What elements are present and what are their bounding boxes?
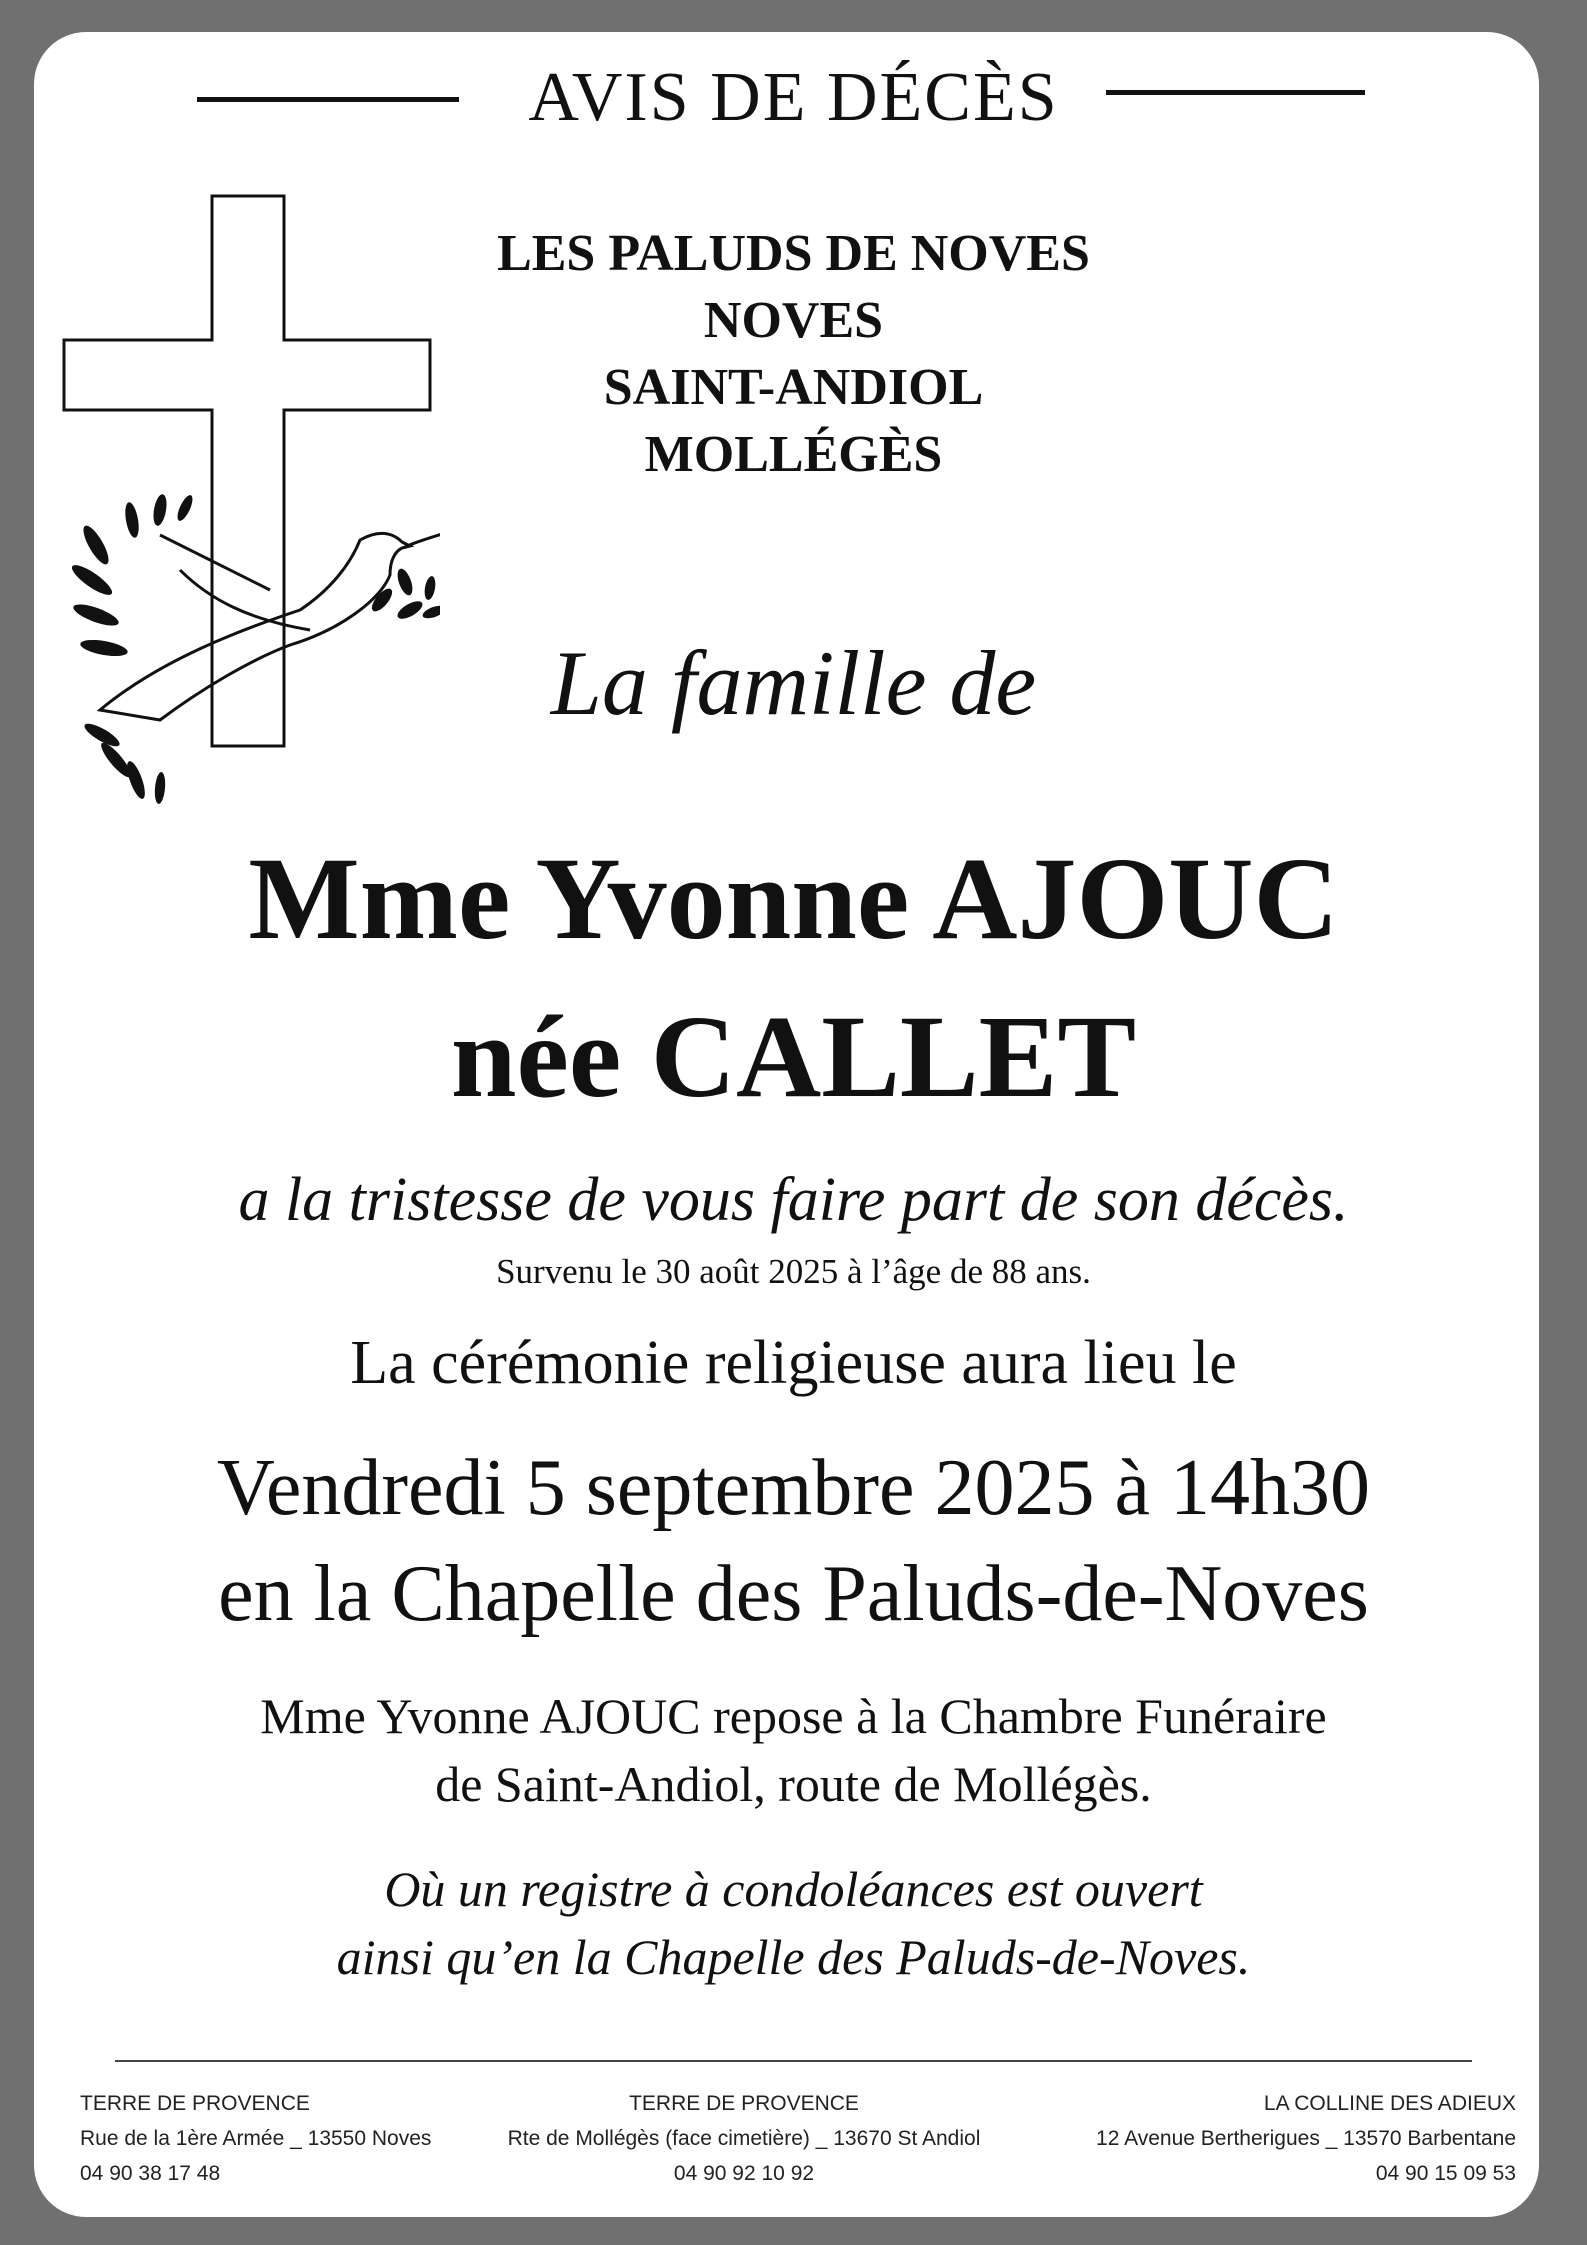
notice-title: AVIS DE DÉCÈS <box>528 59 1059 136</box>
repose-line1: Mme Yvonne AJOUC repose à la Chambre Funéraire <box>260 1688 1327 1744</box>
town-item: NOVES <box>703 292 884 349</box>
family-intro: La famille de <box>550 632 1037 734</box>
death-date-text: Survenu le 30 août 2025 à l’âge de 88 ans. <box>496 1252 1091 1291</box>
footer-contact-st-andiol <box>494 2086 994 2191</box>
footer-phone: 04 90 38 17 48 <box>80 2162 221 2185</box>
ceremony-details <box>0 1435 1587 1647</box>
footer-contact-barbentane <box>1096 2086 1516 2191</box>
ceremony-intro: La cérémonie religieuse aura lieu le <box>350 1329 1237 1397</box>
footer-phone: 04 90 15 09 53 <box>1375 2162 1516 2185</box>
ceremony-date: Vendredi 5 septembre 2025 à 14h30 <box>216 1444 1371 1532</box>
town-item: SAINT-ANDIOL <box>603 359 984 416</box>
footer-address: 12 Avenue Bertherigues _ 13570 Barbentane <box>1096 2127 1516 2150</box>
footer-company-name: TERRE DE PROVENCE <box>80 2092 310 2115</box>
footer-contact-noves <box>80 2086 431 2191</box>
footer-address: Rue de la 1ère Armée _ 13550 Noves <box>80 2127 432 2150</box>
town-item: MOLLÉGÈS <box>644 426 943 483</box>
footer-phone: 04 90 92 10 92 <box>673 2162 815 2185</box>
deceased-name <box>0 820 1587 1136</box>
announcement-text: a la tristesse de vous faire part de son décès. <box>238 1166 1349 1234</box>
town-list <box>0 220 1587 488</box>
deceased-name-line2: née CALLET <box>450 991 1137 1122</box>
registre-text <box>0 1855 1587 1991</box>
deceased-name-line1: Mme Yvonne AJOUC <box>248 833 1339 964</box>
town-item: LES PALUDS DE NOVES <box>497 225 1090 282</box>
registre-line2: ainsi qu’en la Chapelle des Paluds-de-Noves. <box>336 1929 1251 1985</box>
footer-company-name: LA COLLINE DES ADIEUX <box>1263 2092 1516 2115</box>
footer-address: Rte de Mollégès (face cimetière) _ 13670 St Andiol <box>507 2127 981 2150</box>
footer-company-name: TERRE DE PROVENCE <box>629 2092 859 2115</box>
ceremony-place: en la Chapelle des Paluds-de-Noves <box>218 1550 1369 1638</box>
repose-line2: de Saint-Andiol, route de Mollégès. <box>435 1756 1152 1812</box>
registre-line1: Où un registre à condoléances est ouvert <box>384 1861 1203 1917</box>
footer-divider <box>115 2060 1472 2062</box>
repose-text <box>0 1682 1587 1818</box>
